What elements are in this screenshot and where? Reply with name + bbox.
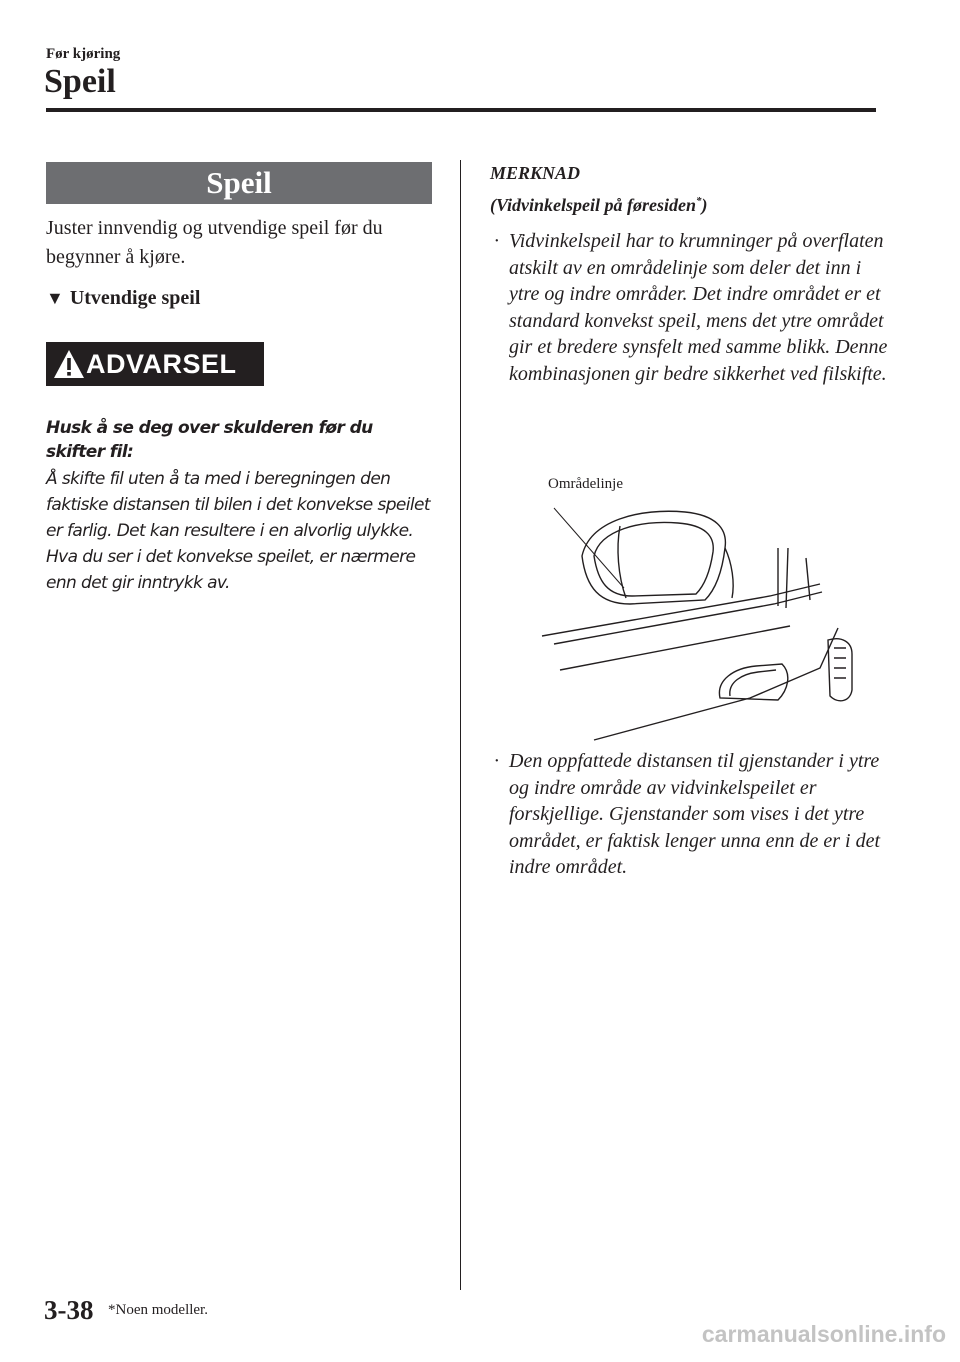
note-title-end: )	[701, 195, 708, 215]
note-bullet-text: Vidvinkelspeil har to krumninger på overflaten atskilt av en områdelinje som deler det inn i ytre og indre områder. Det indre området er et standard konvekst speil, mens det ytre området gir et bredere synsfelt med samme blikk. Denne kombinasjonen gir bedre sikkerhet ved filskifte.	[509, 230, 888, 385]
watermark: carmanualsonline.info	[701, 1321, 946, 1347]
chapter-label: Før kjøring	[46, 46, 121, 62]
subheading-text: Utvendige speil	[69, 287, 201, 309]
mirror-illustration	[520, 468, 860, 743]
subheading	[46, 284, 200, 312]
note-bullet-text: Den oppfattede distansen til gjenstander i ytre og indre område av vidvinkelspeilet er forskjellige. Gjenstander som vises i det ytre området, er faktisk lenger unna enn de er i det indre området.	[509, 750, 881, 878]
header-rule	[46, 108, 876, 112]
note-title-text: (Vidvinkelspeil på føresiden	[490, 195, 696, 215]
page-number: 3-38	[44, 1295, 94, 1325]
note-title	[490, 188, 708, 218]
bullet-dot-icon: ·	[494, 230, 499, 252]
column-divider	[460, 160, 461, 1290]
illustration-label: Områdelinje	[548, 476, 623, 492]
warning-badge	[46, 342, 264, 386]
note-bullet	[494, 228, 893, 387]
section-title: Speil	[46, 162, 432, 204]
warning-body: Å skifte fil uten å ta med i beregningen den faktiske distansen til bilen i det konvekse speilet er farlig. Det kan resultere i en alvorlig ulykke. Hva du ser i det konvekse speilet, er nærmere enn det gir inntrykk av.	[46, 469, 430, 593]
bullet-dot-icon: ·	[494, 750, 499, 772]
page-title: Speil	[44, 63, 116, 100]
note-title-mark: *	[696, 195, 702, 207]
triangle-down-icon: ▼	[46, 288, 64, 308]
note-label: MERKNAD	[490, 163, 581, 183]
footnote: *Noen modeller.	[108, 1302, 208, 1318]
warning-triangle-icon	[52, 346, 86, 382]
note-bullet	[494, 748, 893, 881]
intro-paragraph: Juster innvendig og utvendige speil før du begynner å kjøre.	[46, 217, 383, 268]
warning-label: ADVARSEL	[86, 349, 237, 379]
warning-title: Husk å se deg over skulderen før du skifter fil:	[46, 418, 373, 462]
